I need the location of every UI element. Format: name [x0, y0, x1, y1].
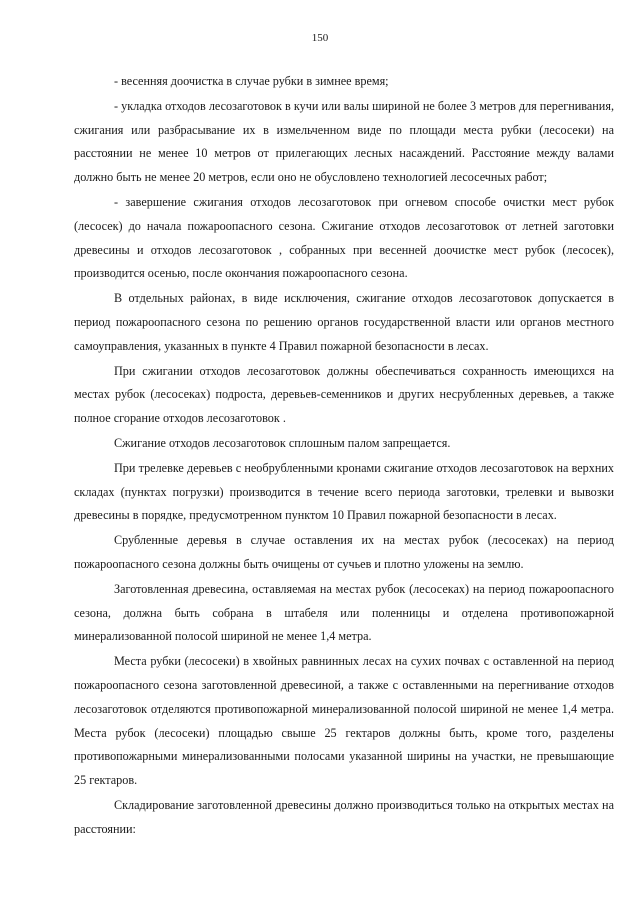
- paragraph: В отдельных районах, в виде исключения, сжигание отходов лесозаготовок допускается в период пожароопасного сезона по решению органов государственной власти или органов местного самоуправления, указанных в пункте 4 Правил пожарной безопасности в лесах.: [74, 291, 614, 353]
- paragraph: Места рубки (лесосеки) в хвойных равнинных лесах на сухих почвах с оставленной на период пожароопасного сезона заготовленной древесиной, а также с оставленными на перегнивание отходов лесозаготовок отделяются противопожарной минерализованной полосой шириной не менее 1,4 метра. Места рубок (лесосеки) площадью свыше 25 гектаров должны быть, кроме того, разделены противопожарными минерализованными полосами указанной ширины на участки, не превышающие 25 гектаров.: [74, 654, 614, 788]
- paragraph: Сжигание отходов лесозаготовок сплошным палом запрещается.: [114, 435, 451, 450]
- paragraph: - весенняя доочистка в случае рубки в зимнее время;: [114, 74, 389, 88]
- paragraph: Складирование заготовленной древесины должно производиться только на открытых местах на расстоянии:: [74, 797, 614, 836]
- document-body: [74, 70, 614, 843]
- paragraph: При сжигании отходов лесозаготовок должны обеспечиваться сохранность имеющихся на местах рубок (лесосеках) подроста, деревьев-семенников и других несрубленных деревьев, а также полное сгорание отходов лесозаготовок .: [74, 363, 614, 426]
- paragraph: При трелевке деревьев с необрубленными кронами сжигание отходов лесозаготовок на верхних складах (пунктах погрузки) производится в течение всего периода заготовки, трелевки и вывозки древесины в порядке, предусмотренном пунктом 10 Правил пожарной безопасности в лесах.: [74, 460, 614, 523]
- paragraph: - завершение сжигания отходов лесозаготовок при огневом способе очистки мест рубок (лесосек) до начала пожароопасного сезона. Сжигание отходов лесозаготовок от летней заготовки древесины и отходов лесозаготовок , собранных при весенней доочистке мест рубок (лесосек), производится осенью, после окончания пожароопасного сезона.: [74, 194, 614, 281]
- paragraph: Заготовленная древесина, оставляемая на местах рубок (лесосеках) на период пожароопасного сезона, должна быть собрана в штабеля или поленницы и отделена противопожарной минерализованной полосой шириной не менее 1,4 метра.: [74, 581, 614, 644]
- page-number: 150: [311, 32, 329, 44]
- paragraph: Срубленные деревья в случае оставления их на местах рубок (лесосеках) на период пожароопасного сезона должны быть очищены от сучьев и плотно уложены на землю.: [74, 533, 614, 571]
- paragraph: - укладка отходов лесозаготовок в кучи или валы шириной не более 3 метров для перегнивания, сжигания или разбрасывание их в измельченном виде по площади места рубки (лесосеки) на расстоянии не менее 10 метров от прилегающих лесных насаждений. Расстояние между валами должно быть не менее 20 метров, если оно не обусловлено технологией лесосечных работ;: [74, 98, 614, 185]
